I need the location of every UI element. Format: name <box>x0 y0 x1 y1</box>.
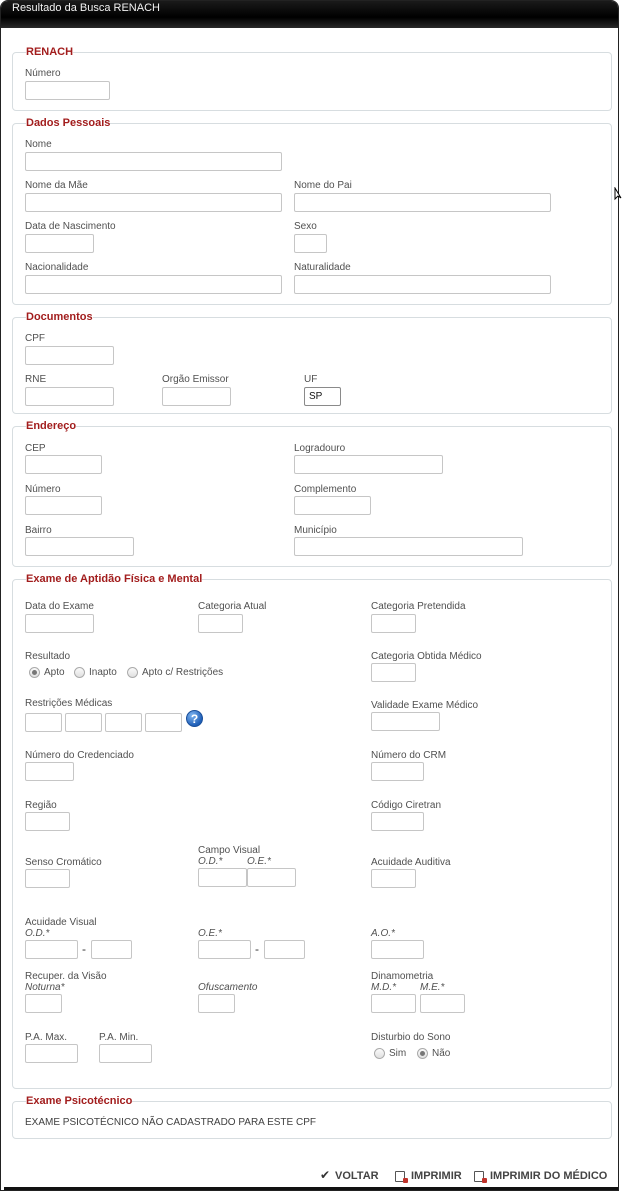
psychotechnical-message: EXAME PSICOTÉCNICO NÃO CADASTRADO PARA ESTE CPF <box>25 1117 316 1128</box>
visual-field-oe-input[interactable] <box>247 868 296 887</box>
back-button-label: VOLTAR <box>335 1170 379 1182</box>
dynamometry-label: Dinamometria <box>371 971 434 982</box>
dynamometry-md-label: M.D.* <box>371 982 396 993</box>
visual-field-od-input[interactable] <box>198 868 247 887</box>
ciretran-input[interactable] <box>371 812 424 831</box>
cpf-label: CPF <box>25 333 45 344</box>
result-apto-label: Apto <box>44 667 65 678</box>
sex-input[interactable] <box>294 234 327 253</box>
color-sense-input[interactable] <box>25 869 70 888</box>
street-label: Logradouro <box>294 443 346 454</box>
intended-category-label: Categoria Pretendida <box>371 601 466 612</box>
district-label: Bairro <box>25 525 52 536</box>
radio-selected-icon <box>29 667 40 678</box>
sex-label: Sexo <box>294 221 317 232</box>
renach-number-input[interactable] <box>25 81 110 100</box>
district-input[interactable] <box>25 537 134 556</box>
personal-data-legend: Dados Pessoais <box>26 117 111 129</box>
sleep-nao-label: Não <box>432 1048 451 1059</box>
validity-label: Validade Exame Médico <box>371 700 479 711</box>
sleep-sim-radio[interactable] <box>374 1048 406 1059</box>
cep-input[interactable] <box>25 455 102 474</box>
dash-separator: - <box>255 942 259 956</box>
visual-acuity-oe-input-2[interactable] <box>264 940 305 959</box>
restriction-input-4[interactable] <box>145 713 182 732</box>
issuer-label: Orgão Emissor <box>162 374 229 385</box>
crm-label: Número do CRM <box>371 750 447 761</box>
cep-label: CEP <box>25 443 46 454</box>
rne-label: RNE <box>25 374 47 385</box>
result-restrictions-radio[interactable] <box>127 667 223 678</box>
nationality-label: Nacionalidade <box>25 262 89 273</box>
issuer-input[interactable] <box>162 387 231 406</box>
complement-label: Complemento <box>294 484 357 495</box>
renach-number-label: Número <box>25 68 61 79</box>
psychotechnical-section <box>12 1095 612 1139</box>
visual-acuity-oe-input-1[interactable] <box>198 940 251 959</box>
uf-input[interactable]: SP <box>304 387 341 406</box>
birth-date-label: Data de Nascimento <box>25 221 116 232</box>
result-inapto-radio[interactable] <box>74 667 117 678</box>
address-section <box>12 420 612 567</box>
window-title: Resultado da Busca RENACH <box>12 2 160 14</box>
exam-legend: Exame de Aptidão Física e Mental <box>26 573 203 585</box>
complement-input[interactable] <box>294 496 371 515</box>
psychotechnical-legend: Exame Psicotécnico <box>26 1095 133 1107</box>
exam-date-label: Data do Exame <box>25 601 94 612</box>
print-medical-button[interactable] <box>474 1170 607 1182</box>
bp-max-label: P.A. Max. <box>25 1032 68 1043</box>
sleep-sim-label: Sim <box>389 1048 407 1059</box>
help-icon[interactable]: ? <box>186 710 203 727</box>
cpf-input[interactable] <box>25 346 114 365</box>
visual-acuity-od-input-1[interactable] <box>25 940 78 959</box>
street-input[interactable] <box>294 455 443 474</box>
visual-acuity-oe-label: O.E.* <box>198 928 222 939</box>
intended-category-input[interactable] <box>371 614 416 633</box>
print-medical-icon <box>474 1171 484 1182</box>
visual-acuity-od-label: O.D.* <box>25 928 50 939</box>
window-bottom-edge <box>4 1187 618 1190</box>
visual-acuity-ao-label: A.O.* <box>371 928 395 939</box>
visual-acuity-od-input-2[interactable] <box>91 940 132 959</box>
documents-legend: Documentos <box>26 311 93 323</box>
documents-section <box>12 311 612 414</box>
city-input[interactable] <box>294 537 523 556</box>
accredited-number-input[interactable] <box>25 762 74 781</box>
personal-data-section <box>12 117 612 305</box>
print-button-label: IMPRIMIR <box>411 1170 462 1182</box>
back-check-icon <box>321 1171 332 1182</box>
visual-acuity-ao-input[interactable] <box>371 940 424 959</box>
mother-name-input[interactable] <box>25 193 282 212</box>
birthplace-input[interactable] <box>294 275 551 294</box>
radio-selected-icon <box>417 1048 428 1059</box>
visual-field-oe-label: O.E.* <box>247 856 271 867</box>
bp-max-input[interactable] <box>25 1044 78 1063</box>
night-vision-input[interactable] <box>25 994 62 1013</box>
glare-label: Ofuscamento <box>198 982 258 993</box>
address-legend: Endereço <box>26 420 77 432</box>
dynamometry-md-input[interactable] <box>371 994 416 1013</box>
print-button[interactable] <box>395 1170 462 1182</box>
result-apto-radio[interactable] <box>29 667 65 678</box>
dynamometry-me-label: M.E.* <box>420 982 445 993</box>
renach-legend: RENACH <box>26 46 74 58</box>
mouse-cursor-icon <box>614 187 622 201</box>
restriction-input-2[interactable] <box>65 713 102 732</box>
result-inapto-label: Inapto <box>89 667 117 678</box>
exam-section <box>12 573 612 1089</box>
visual-field-label: Campo Visual <box>198 845 261 856</box>
visual-acuity-label: Acuidade Visual <box>25 917 97 928</box>
dash-separator: - <box>82 942 86 956</box>
crm-input[interactable] <box>371 762 424 781</box>
renach-section <box>12 46 612 111</box>
rne-input[interactable] <box>25 387 114 406</box>
bp-min-input[interactable] <box>99 1044 152 1063</box>
address-number-label: Número <box>25 484 61 495</box>
obtained-category-label: Categoria Obtida Médico <box>371 651 482 662</box>
sleep-disorder-label: Disturbio do Sono <box>371 1032 451 1043</box>
color-sense-label: Senso Cromático <box>25 857 102 868</box>
obtained-category-input[interactable] <box>371 663 416 682</box>
hearing-label: Acuidade Auditiva <box>371 857 451 868</box>
father-name-label: Nome do Pai <box>294 180 352 191</box>
current-category-input[interactable] <box>198 614 243 633</box>
glare-input[interactable] <box>198 994 235 1013</box>
city-label: Município <box>294 525 337 536</box>
night-vision-label: Noturna* <box>25 982 65 993</box>
father-name-input[interactable] <box>294 193 551 212</box>
result-restrictions-label: Apto c/ Restrições <box>142 667 224 678</box>
validity-input[interactable] <box>371 712 440 731</box>
restriction-input-1[interactable] <box>25 713 62 732</box>
radio-icon <box>127 667 138 678</box>
exam-date-input[interactable] <box>25 614 94 633</box>
region-label: Região <box>25 800 57 811</box>
region-input[interactable] <box>25 812 70 831</box>
current-category-label: Categoria Atual <box>198 601 267 612</box>
result-label: Resultado <box>25 651 71 662</box>
print-icon <box>395 1171 405 1182</box>
ciretran-label: Código Ciretran <box>371 800 442 811</box>
vision-recovery-label: Recuper. da Visão <box>25 971 107 982</box>
nationality-input[interactable] <box>25 275 282 294</box>
restriction-input-3[interactable] <box>105 713 142 732</box>
name-label: Nome <box>25 139 52 150</box>
radio-icon <box>74 667 85 678</box>
radio-icon <box>374 1048 385 1059</box>
visual-field-od-label: O.D.* <box>198 856 223 867</box>
birth-date-input[interactable] <box>25 234 94 253</box>
window-titlebar <box>1 1 618 28</box>
address-number-input[interactable] <box>25 496 102 515</box>
hearing-input[interactable] <box>371 869 416 888</box>
accredited-number-label: Número do Credenciado <box>25 750 134 761</box>
dynamometry-me-input[interactable] <box>420 994 465 1013</box>
sleep-nao-radio[interactable] <box>417 1048 450 1059</box>
name-input[interactable] <box>25 152 282 171</box>
bp-min-label: P.A. Min. <box>99 1032 139 1043</box>
uf-label: UF <box>304 374 318 385</box>
birthplace-label: Naturalidade <box>294 262 351 273</box>
print-medical-button-label: IMPRIMIR DO MÉDICO <box>490 1170 608 1182</box>
medical-restrictions-label: Restrições Médicas <box>25 698 113 709</box>
back-button[interactable] <box>321 1170 379 1182</box>
mother-name-label: Nome da Mãe <box>25 180 88 191</box>
